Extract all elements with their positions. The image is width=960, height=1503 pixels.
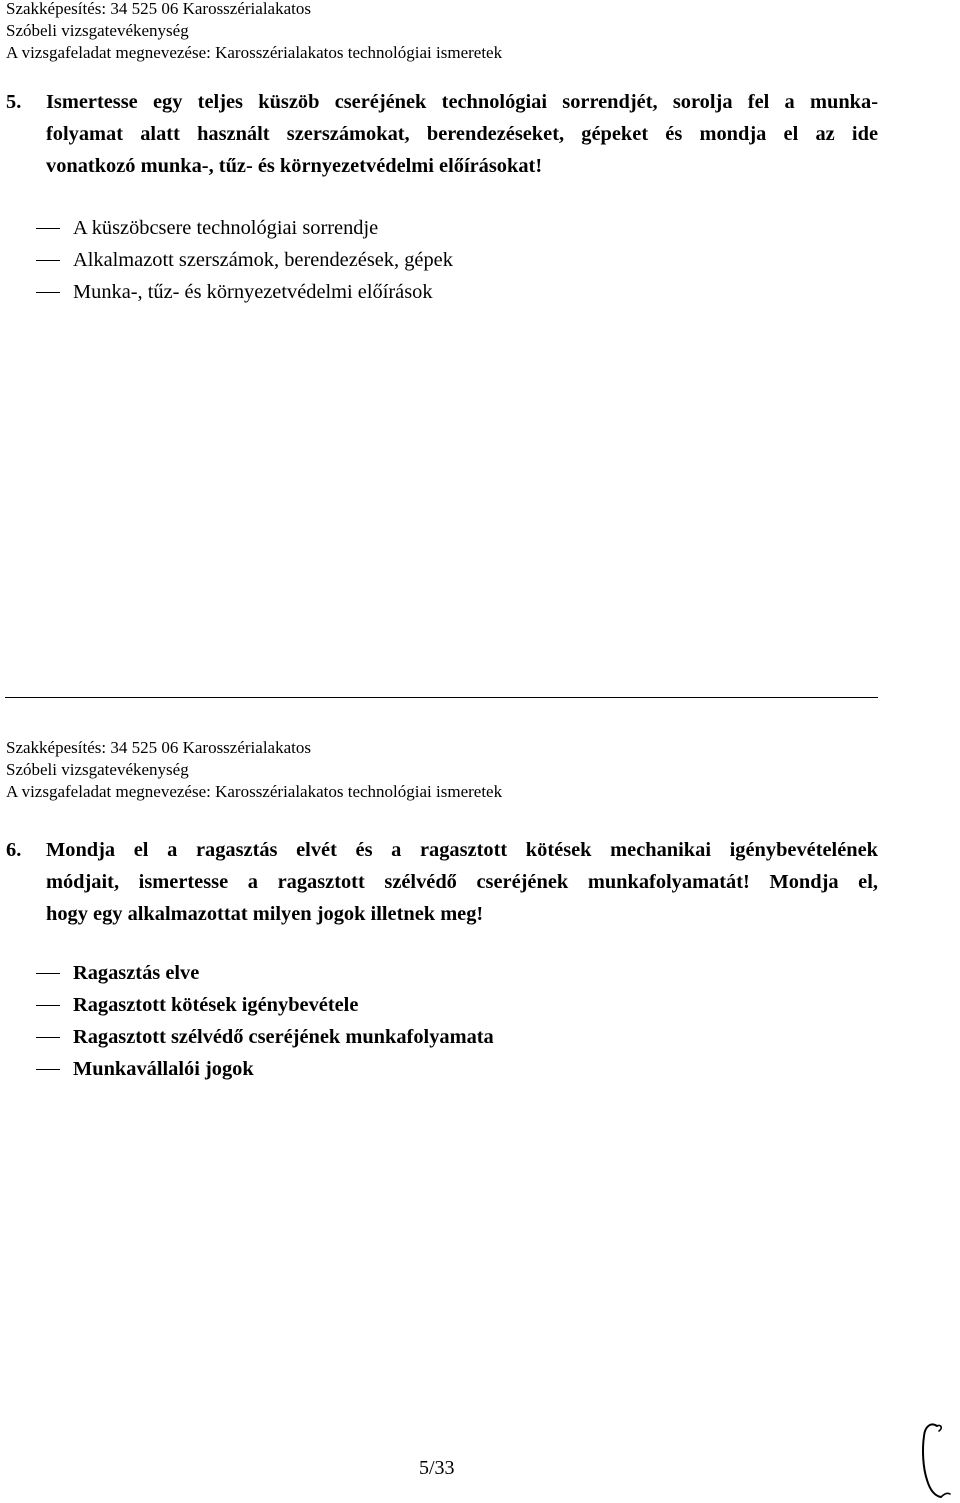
qualification-line: Szakképesítés: 34 525 06 Karosszérialakatos (6, 738, 311, 757)
topic-label: Ragasztott szélvédő cseréjének munkafolyamata (73, 1026, 494, 1048)
dash-bullet-icon (36, 260, 60, 261)
topic-label: Alkalmazott szerszámok, berendezések, gépek (73, 249, 453, 271)
list-item (36, 276, 453, 308)
dash-bullet-icon (36, 1037, 60, 1038)
page-header (6, 0, 502, 64)
topic-label: Ragasztott kötések igénybevétele (73, 994, 359, 1016)
exam-activity-line: Szóbeli vizsgatevékenység (6, 760, 189, 779)
section-header (6, 737, 502, 803)
list-item (36, 957, 494, 989)
topic-label: A küszöbcsere technológiai sorrendje (73, 217, 379, 239)
question-text (46, 834, 878, 930)
question-5 (6, 86, 878, 182)
question-line: folyamat alatt használt szerszámokat, berendezéseket, gépeket és mondja el az ide (46, 123, 878, 145)
dash-bullet-icon (36, 1069, 60, 1070)
question-line: vonatkozó munka-, tűz- és környezetvédelmi előírásokat! (46, 155, 543, 177)
question-text (46, 86, 878, 182)
exam-activity-line: Szóbeli vizsgatevékenység (6, 21, 189, 40)
question-line: Mondja el a ragasztás elvét és a ragasztott kötések mechanikai igénybevételének (46, 839, 878, 861)
dash-bullet-icon (36, 973, 60, 974)
dash-bullet-icon (36, 1005, 60, 1006)
topic-list (36, 957, 494, 1085)
list-item (36, 1021, 494, 1053)
question-number: 6. (6, 839, 22, 861)
question-number: 5. (6, 91, 22, 113)
dash-bullet-icon (36, 292, 60, 293)
topic-label: Ragasztás elve (73, 962, 200, 984)
topic-label: Munka-, tűz- és környezetvédelmi előírások (73, 281, 433, 303)
topic-label: Munkavállalói jogok (73, 1058, 254, 1080)
divider (5, 697, 878, 698)
question-line: módjait, ismertesse a ragasztott szélvédő cseréjének munkafolyamatát! Mondja el, (46, 871, 878, 893)
question-6 (6, 834, 878, 930)
task-name-line: A vizsgafeladat megnevezése: Karosszérialakatos technológiai ismeretek (6, 782, 503, 801)
question-line: Ismertesse egy teljes küszöb cseréjének technológiai sorrendjét, sorolja fel a munka- (46, 91, 878, 113)
list-item (36, 212, 453, 244)
page-number: 5/33 (419, 1457, 455, 1479)
qualification-line: Szakképesítés: 34 525 06 Karosszérialakatos (6, 0, 311, 18)
list-item (36, 1053, 494, 1085)
question-line: hogy egy alkalmazottat milyen jogok illetnek meg! (46, 903, 484, 925)
task-name-line: A vizsgafeladat megnevezése: Karosszérialakatos technológiai ismeretek (6, 43, 503, 62)
handwritten-initials-icon (917, 1420, 955, 1500)
list-item (36, 989, 494, 1021)
topic-list (36, 212, 453, 308)
list-item (36, 244, 453, 276)
dash-bullet-icon (36, 228, 60, 229)
